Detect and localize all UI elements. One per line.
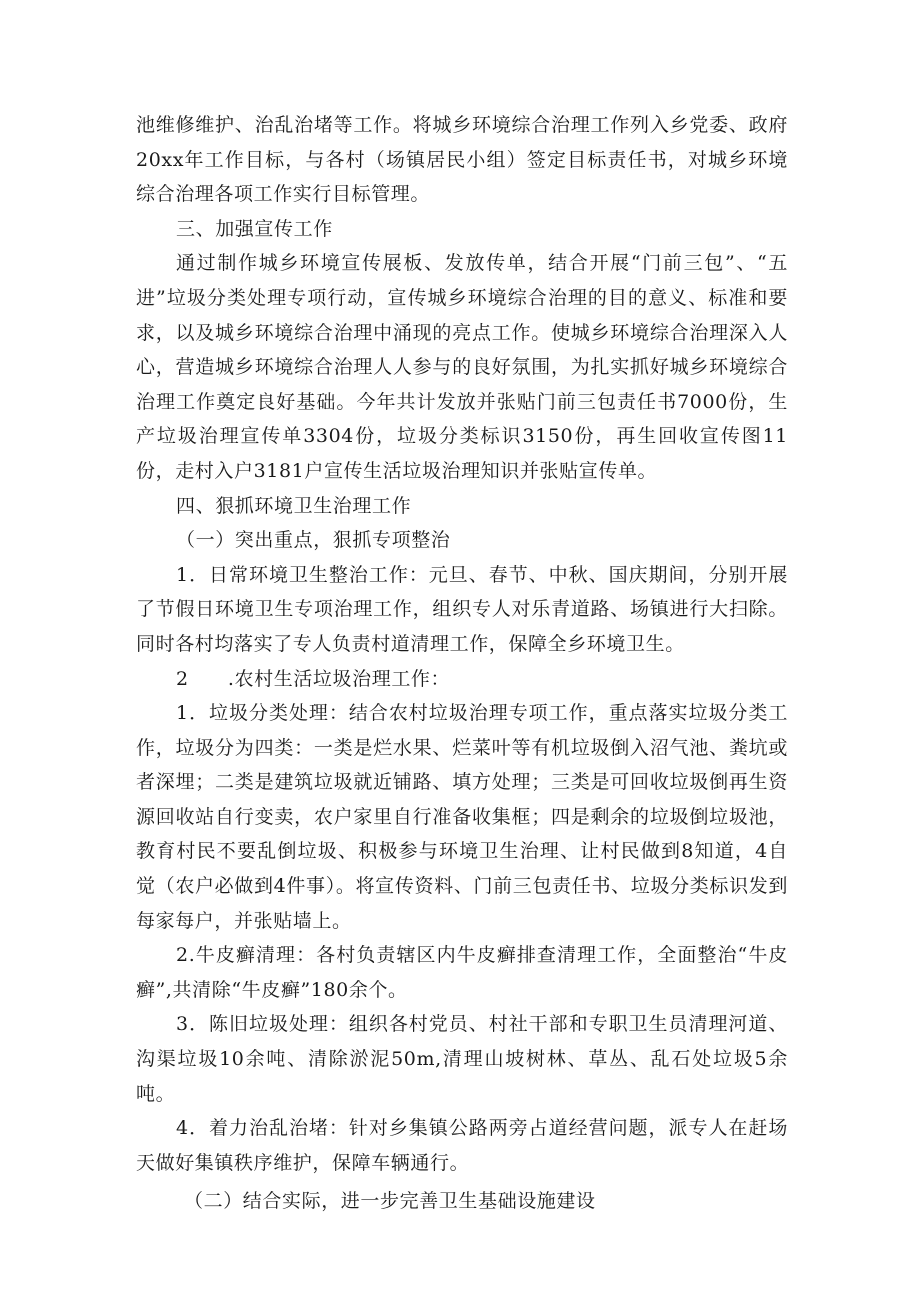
paragraph-continuation: 池维修维护、治乱治堵等工作。将城乡环境综合治理工作列入乡党委、政府20xx年工作目标，与各村（场镇居民小组）签定目标责任书，对城乡环境综合治理各项工作实行目标管理。 — [136, 114, 788, 206]
document-page — [136, 108, 788, 1219]
paragraph-publicity: 通过制作城乡环境宣传展板、发放传单，结合开展“门前三包”、“五进”垃圾分类处理专项行动，宣传城乡环境综合治理的目的意义、标准和要求，以及城乡环境综合治理中涌现的亮点工作。使城乡环境综合治理深入人心，营造城乡环境综合治理人人参与的良好氛围，为扎实抓好城乡环境综合治理工作奠定良好基础。今年共计发放并张贴门前三包责任书7000份，生产垃圾治理宣传单3304份，垃圾分类标识3150份，再生回收宣传图11份，走村入户3181户宣传生活垃圾治理知识并张贴宣传单。 — [136, 252, 788, 482]
section-heading-4: 四、狠抓环境卫生治理工作 — [176, 494, 412, 517]
paragraph-waste-sorting: 1．垃圾分类处理：结合农村垃圾治理专项工作，重点落实垃圾分类工作，垃圾分为四类：一类是烂水果、烂菜叶等有机垃圾倒入沼气池、粪坑或者深埋；二类是建筑垃圾就近铺路、填方处理；三类是可回收垃圾倒再生资源回收站自行变卖，农户家里自行准备收集框；四是剩余的垃圾倒垃圾池，教育村民不要乱倒垃圾、积极参与环境卫生治理、让村民做到8知道，4自觉（农户必做到4件事）。将宣传资料、门前三包责任书、垃圾分类标识发到每家每户，并张贴墙上。 — [136, 702, 788, 932]
paragraph-rural-waste: 2 .农村生活垃圾治理工作： — [176, 667, 451, 690]
section-heading-3: 三、加强宣传工作 — [176, 217, 333, 240]
paragraph-old-waste: 3．陈旧垃圾处理：组织各村党员、村社干部和专职卫生员清理河道、沟渠垃圾10余吨、清除淤泥50m,清理山坡树林、草丛、乱石处垃圾5余吨。 — [136, 1013, 788, 1105]
paragraph-traffic-order: 4．着力治乱治堵：针对乡集镇公路两旁占道经营问题，派专人在赶场天做好集镇秩序维护，保障车辆通行。 — [136, 1117, 788, 1174]
paragraph-daily-sanitation: 1．日常环境卫生整治工作：元旦、春节、中秋、国庆期间，分别开展了节假日环境卫生专项治理工作，组织专人对乐青道路、场镇进行大扫除。同时各村均落实了专人负责村道清理工作，保障全乡环境卫生。 — [136, 563, 788, 655]
subsection-heading-2: （二）结合实际，进一步完善卫生基础设施建设 — [184, 1190, 596, 1213]
paragraph-poster-cleanup: 2.牛皮癣清理：各村负责辖区内牛皮癣排查清理工作，全面整治“牛皮癣”,共清除“牛皮癣”180余个。 — [136, 944, 788, 1001]
subsection-heading-1: （一）突出重点，狠抓专项整治 — [176, 529, 451, 552]
